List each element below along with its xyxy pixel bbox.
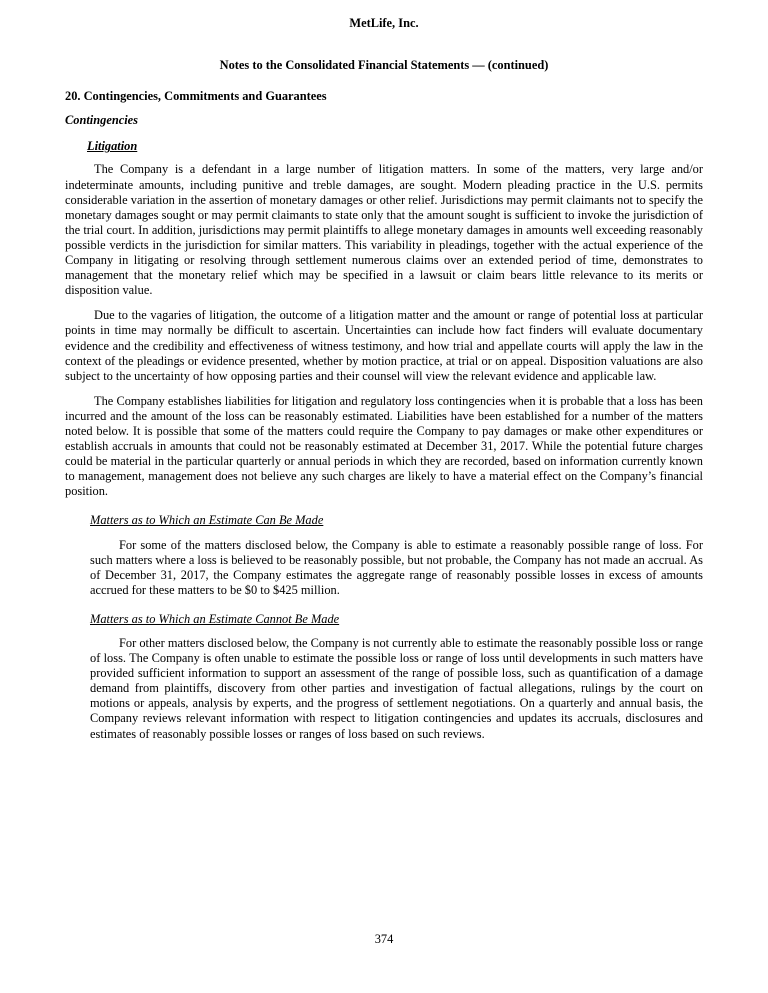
litigation-paragraph-1: The Company is a defendant in a large number of litigation matters. In some of the matters, very large and/or indeterminate amounts, including punitive and treble damages, are sought. Modern pleading practice in the U.S. permits considerable variation in the assertion of monetary damages or other relief. Jurisdictions may permit claimants not to specify the monetary damages sought or may permit claimants to state only that the amount sought is sufficient to invoke the jurisdiction of the trial court. In addition, jurisdictions may permit plaintiffs to allege monetary damages in amounts well exceeding reasonably possible verdicts in the jurisdiction for similar matters. This variability in pleadings, together with the actual experience of the Company in litigating or resolving through settlement numerous claims over an extended period of time, demonstrates to management that the monetary relief which may be specified in a lawsuit or claim bears little relevance to its merits or disposition value. bbox=[65, 162, 703, 298]
document-title: Notes to the Consolidated Financial Statements — (continued) bbox=[219, 58, 549, 73]
document-header bbox=[65, 16, 703, 89]
litigation-paragraph-3: The Company establishes liabilities for litigation and regulatory loss contingencies when it is probable that a loss has been incurred and the amount of the loss can be reasonably estimated. Liabilities have been established for a number of the matters noted below. It is possible that some of the matters could require the Company to pay damages or make other expenditures or establish accruals in amounts that could not be reasonably estimated at December 31, 2017. While the potential future charges could be material in the particular quarterly or annual periods in which they are recorded, based on information currently known to management, management does not believe any such charges are likely to have a material effect on the Company’s financial position. bbox=[65, 393, 703, 499]
page-footer bbox=[65, 932, 703, 947]
contingencies-heading: Contingencies bbox=[65, 113, 138, 128]
litigation-heading: Litigation bbox=[87, 139, 138, 154]
estimate-can-be-made-heading: Matters as to Which an Estimate Can Be Made bbox=[90, 513, 324, 528]
estimate-can-be-made-paragraph: For some of the matters disclosed below, the Company is able to estimate a reasonably possible range of loss. For such matters where a loss is believed to be reasonably possible, but not probable, the Company has not made an accrual. As of December 31, 2017, the Company estimates the aggregate range of reasonably possible losses in excess of amounts accrued for these matters to be $0 to $425 million. bbox=[90, 537, 703, 597]
estimate-cannot-be-made-heading: Matters as to Which an Estimate Cannot Be Made bbox=[90, 611, 340, 626]
page-number: 374 bbox=[374, 931, 394, 946]
litigation-paragraph-2: Due to the vagaries of litigation, the outcome of a litigation matter and the amount or range of potential loss at particular points in time may normally be difficult to ascertain. Uncertainties can include how fact finders will evaluate documentary evidence and the credibility and effectiveness of witness testimony, and how trial and appellate courts will apply the law in the context of the pleadings or evidence presented, whether by motion practice, at trial or on appeal. Disposition valuations are also subject to the uncertainty of how opposing parties and their counsel will view the relevant evidence and applicable law. bbox=[65, 308, 703, 383]
company-name: MetLife, Inc. bbox=[349, 16, 419, 30]
estimate-cannot-be-made-paragraph: For other matters disclosed below, the Company is not currently able to estimate the reasonably possible loss or range of loss. The Company is often unable to estimate the possible loss or range of loss until developments in such matters have provided sufficient information to support an assessment of the range of possible loss, such as quantification of a damage demand from plaintiffs, discovery from other parties and investigation of factual allegations, rulings by the court on motions or appeals, analysis by experts, and the progress of settlement negotiations. On a quarterly and annual basis, the Company reviews relevant information with respect to litigation contingencies and updates its accruals, disclosures and estimates of reasonably possible losses or ranges of loss based on such reviews. bbox=[90, 636, 703, 741]
section-title: 20. Contingencies, Commitments and Guarantees bbox=[65, 89, 327, 104]
